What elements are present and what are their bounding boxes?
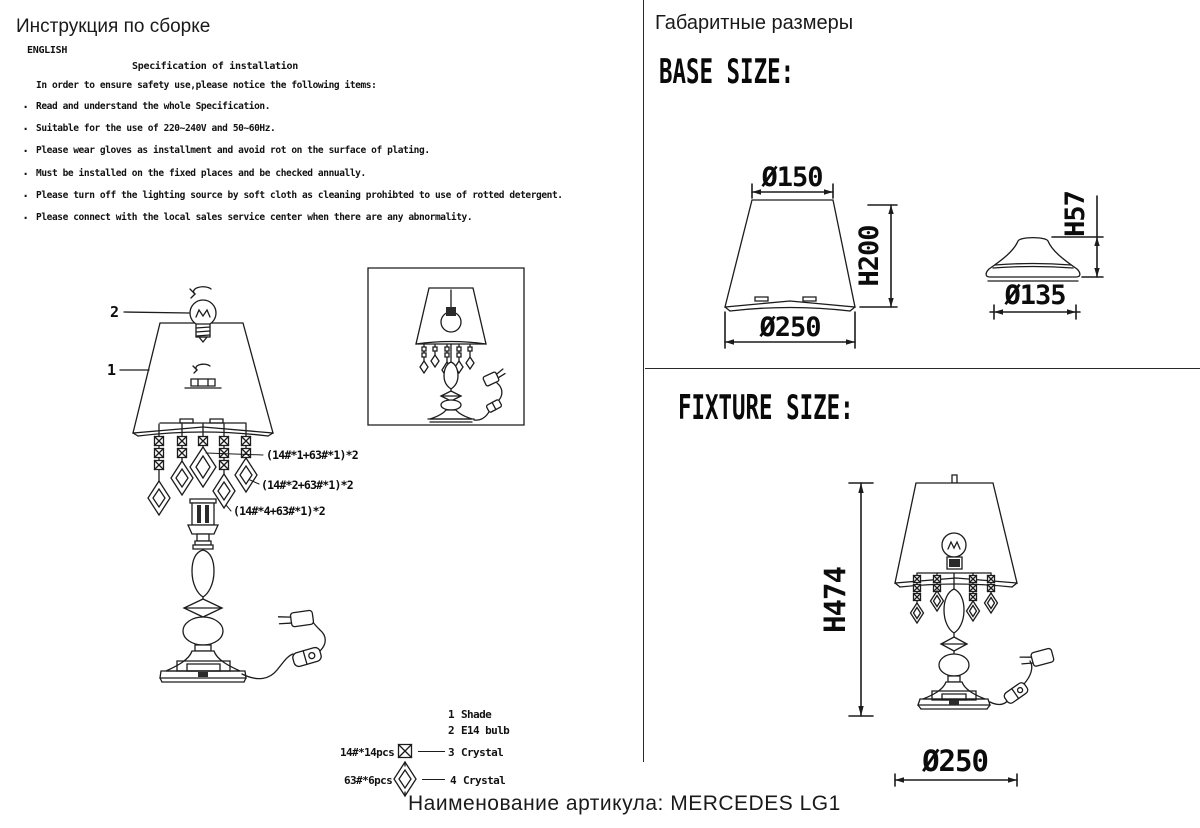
part-name: Crystal	[463, 774, 506, 787]
part-name: Crystal	[461, 746, 504, 759]
leader-line	[422, 779, 445, 780]
callout-shade-number: 1	[107, 361, 117, 379]
part-number: 2	[448, 724, 455, 737]
exploded-lamp-diagram	[80, 253, 410, 733]
inset-cord	[474, 368, 507, 420]
strand-label-1: (14#*1+63#*1)*2	[266, 448, 358, 462]
vertical-divider	[643, 0, 644, 762]
safety-item: · Suitable for the use of 220~240V and 50~60Hz.	[20, 123, 600, 145]
base-size-heading: BASE SIZE:	[659, 52, 795, 92]
safety-item: · Read and understand the whole Specification.	[20, 101, 600, 123]
strand-label-2: (14#*2+63#*1)*2	[261, 478, 353, 492]
dim-shade-height: H200	[854, 225, 885, 287]
article-name: Наименование артикула: MERCEDES LG1	[408, 792, 841, 815]
part-qty: 14#*14pcs	[340, 746, 395, 759]
base-size-diagram	[700, 148, 1190, 378]
part-name: Shade	[461, 708, 492, 721]
callout-bulb-leader	[124, 312, 189, 313]
strand-label-leader	[226, 505, 231, 511]
fixture-lamp-drawing	[895, 475, 1054, 709]
language-label: ENGLISH	[27, 45, 68, 56]
spec-intro: In order to ensure safety use,please notice the following items:	[36, 80, 377, 91]
fixture-size-heading: FIXTURE SIZE:	[678, 388, 854, 428]
dimensions-title: Габаритные размеры	[655, 12, 854, 34]
rotate-arrow-icon	[190, 287, 211, 298]
plug-icon	[278, 610, 314, 629]
power-cord	[242, 610, 325, 679]
safety-item: · Please turn off the lighting source by soft cloth as cleaning prohibted to use of rotted detergent.	[20, 190, 600, 212]
dim-fixture-diameter: Ø250	[922, 744, 988, 778]
safety-item: · Please connect with the local sales service center when there are any abnormality.	[20, 212, 600, 234]
dim-shade-bottom-diameter: Ø250	[759, 312, 821, 343]
part-number: 4	[450, 774, 457, 787]
callout-bulb-number: 2	[110, 303, 120, 321]
dim-stand-diameter: Ø135	[1004, 280, 1066, 311]
leader-line	[418, 751, 445, 752]
stand-dimension-drawing	[986, 191, 1103, 319]
fixture-size-diagram	[818, 453, 1148, 798]
part-number: 3	[448, 746, 455, 759]
inline-switch	[292, 646, 323, 667]
dim-fixture-height: H474	[818, 567, 852, 633]
part-qty: 63#*6pcs	[344, 774, 393, 787]
safety-items-list	[20, 101, 600, 234]
part-number: 1	[448, 708, 455, 721]
strand-label-leader	[206, 453, 263, 455]
shade-dimension-drawing	[725, 162, 897, 348]
lamp-stem-and-base	[160, 499, 246, 682]
fixture-diameter-dimension	[895, 744, 1017, 786]
part-name: E14 bulb	[461, 724, 510, 737]
fixture-height-dimension	[818, 483, 873, 716]
square-crystal-icon	[396, 742, 414, 760]
spec-heading: Specification of installation	[132, 61, 298, 72]
dim-stand-height: H57	[1060, 191, 1091, 237]
dim-shade-top-diameter: Ø150	[761, 162, 823, 193]
strand-label-3: (14#*4+63#*1)*2	[233, 504, 325, 518]
safety-item: · Please wear gloves as installment and avoid rot on the surface of plating.	[20, 145, 600, 167]
assembled-lamp-inset	[366, 266, 526, 428]
page-title: Инструкция по сборке	[16, 16, 211, 37]
safety-item: · Must be installed on the fixed places and be checked annually.	[20, 168, 600, 190]
